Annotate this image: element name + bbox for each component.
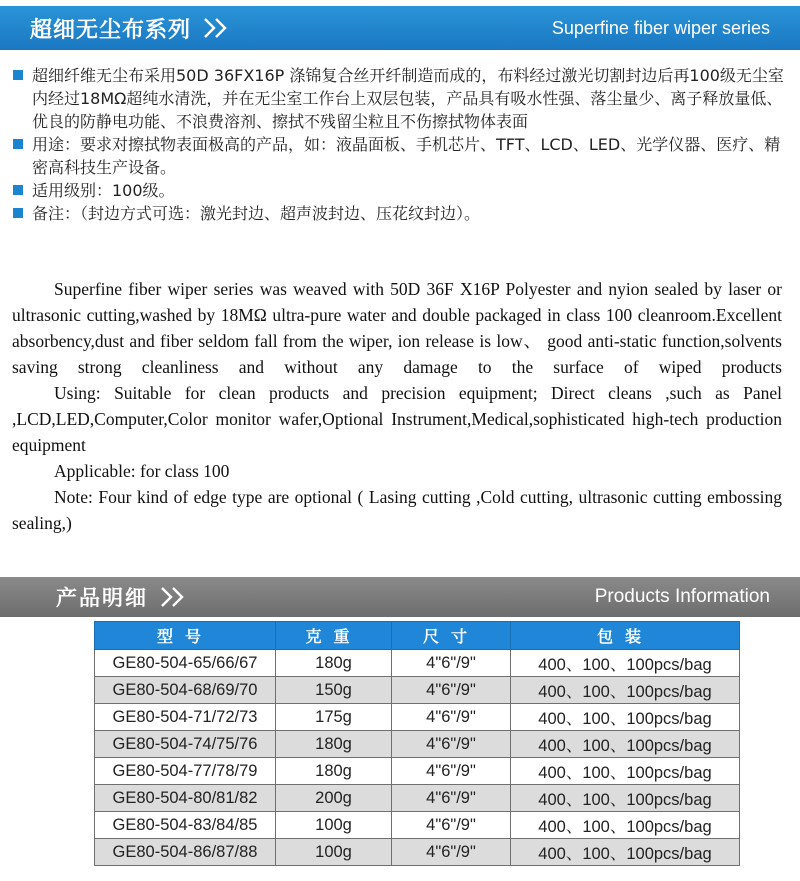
square-bullet-icon bbox=[13, 70, 23, 80]
english-paragraph-applicable: Applicable: for class 100 bbox=[54, 461, 230, 481]
square-bullet-icon bbox=[13, 185, 23, 195]
cell-size: 4"6"/9" bbox=[392, 785, 511, 812]
cell-weight: 180g bbox=[276, 650, 392, 677]
products-title-cn: 产品明细 bbox=[56, 586, 148, 610]
cell-model: GE80-504-77/78/79 bbox=[95, 758, 276, 785]
series-title-en: Superfine fiber wiper series bbox=[551, 17, 770, 38]
cell-packing: 400、100、100pcs/bag bbox=[511, 785, 740, 812]
cell-packing: 400、100、100pcs/bag bbox=[511, 704, 740, 731]
product-table-wrapper bbox=[94, 621, 735, 866]
feature-bullet-list bbox=[10, 64, 790, 225]
table-row bbox=[95, 839, 740, 866]
cell-weight: 175g bbox=[276, 704, 392, 731]
table-header-row bbox=[95, 622, 740, 650]
english-paragraph-note: Note: Four kind of edge type are optional ( Lasing cutting ,Cold cutting, ultrasonic cutting embossing sealing,) bbox=[12, 487, 782, 533]
cell-weight: 100g bbox=[276, 839, 392, 866]
cell-model: GE80-504-83/84/85 bbox=[95, 812, 276, 839]
cell-model: GE80-504-80/81/82 bbox=[95, 785, 276, 812]
bullet-note: 备注：（封边方式可选：激光封边、超声波封边、压花纹封边）。 bbox=[10, 202, 790, 225]
english-paragraph-intro: Superfine fiber wiper series was weaved with 50D 36F X16P Polyester and nyion sealed by laser or ultrasonic cutting,washed by 18MΩ ultra-pure water and double packaged in class 100 cleanroom.Excellent absorbency,dust and fiber seldom fall from the wiper, ion release is low、 good anti-static function,solvents saving strong cleanliness and without any damage to the surface of wiped products bbox=[12, 279, 782, 377]
cell-weight: 180g bbox=[276, 731, 392, 758]
cell-model: GE80-504-71/72/73 bbox=[95, 704, 276, 731]
cell-size: 4"6"/9" bbox=[392, 650, 511, 677]
square-bullet-icon bbox=[13, 139, 23, 149]
bullet-description: 超细纤维无尘布采用50D 36FX16P 涤锦复合丝开纤制造而成的，布料经过激光切割封边后再100级无尘室内经过18MΩ超纯水清洗，并在无尘室工作台上双层包装，产品具有吸水性强、落尘量少、离子释放量低、优良的防静电功能、不浪费溶剂、擦拭不残留尘粒且不伤擦拭物体表面 bbox=[10, 64, 790, 133]
cell-packing: 400、100、100pcs/bag bbox=[511, 758, 740, 785]
cell-weight: 150g bbox=[276, 677, 392, 704]
double-chevron-right-icon bbox=[160, 586, 188, 608]
product-table bbox=[94, 621, 740, 866]
cell-weight: 100g bbox=[276, 812, 392, 839]
cell-weight: 200g bbox=[276, 785, 392, 812]
cell-packing: 400、100、100pcs/bag bbox=[511, 839, 740, 866]
series-header-bar bbox=[0, 6, 800, 50]
cell-size: 4"6"/9" bbox=[392, 812, 511, 839]
english-paragraph-using: Using: Suitable for clean products and precision equipment; Direct cleans ,such as Panel ,LCD,LED,Computer,Color monitor wafer,Optional Instrument,Medical,sophisticated high-tech production equipment bbox=[12, 383, 782, 455]
table-row bbox=[95, 758, 740, 785]
cell-size: 4"6"/9" bbox=[392, 677, 511, 704]
table-row bbox=[95, 812, 740, 839]
header-weight: 克重 bbox=[276, 622, 392, 650]
table-row bbox=[95, 677, 740, 704]
cell-packing: 400、100、100pcs/bag bbox=[511, 731, 740, 758]
products-header-bar bbox=[0, 577, 800, 617]
bullet-class-level: 适用级别：100级。 bbox=[10, 179, 790, 202]
cell-packing: 400、100、100pcs/bag bbox=[511, 650, 740, 677]
table-row bbox=[95, 704, 740, 731]
header-model: 型号 bbox=[95, 622, 276, 650]
bullet-usage: 用途：要求对擦拭物表面极高的产品，如：液晶面板、手机芯片、TFT、LCD、LED、光学仪器、医疗、精密高科技生产设备。 bbox=[10, 133, 790, 179]
table-row bbox=[95, 731, 740, 758]
cell-size: 4"6"/9" bbox=[392, 758, 511, 785]
cell-model: GE80-504-86/87/88 bbox=[95, 839, 276, 866]
cell-size: 4"6"/9" bbox=[392, 839, 511, 866]
cell-packing: 400、100、100pcs/bag bbox=[511, 677, 740, 704]
square-bullet-icon bbox=[13, 208, 23, 218]
header-packing: 包装 bbox=[511, 622, 740, 650]
cell-weight: 180g bbox=[276, 758, 392, 785]
cell-model: GE80-504-68/69/70 bbox=[95, 677, 276, 704]
table-row bbox=[95, 650, 740, 677]
products-title-en: Products Information bbox=[594, 586, 770, 607]
table-row bbox=[95, 785, 740, 812]
header-size: 尺寸 bbox=[392, 622, 511, 650]
series-title-cn: 超细无尘布系列 bbox=[30, 17, 192, 43]
cell-size: 4"6"/9" bbox=[392, 704, 511, 731]
english-description bbox=[12, 276, 782, 536]
double-chevron-right-icon bbox=[203, 17, 231, 39]
cell-packing: 400、100、100pcs/bag bbox=[511, 812, 740, 839]
cell-model: GE80-504-65/66/67 bbox=[95, 650, 276, 677]
cell-size: 4"6"/9" bbox=[392, 731, 511, 758]
cell-model: GE80-504-74/75/76 bbox=[95, 731, 276, 758]
